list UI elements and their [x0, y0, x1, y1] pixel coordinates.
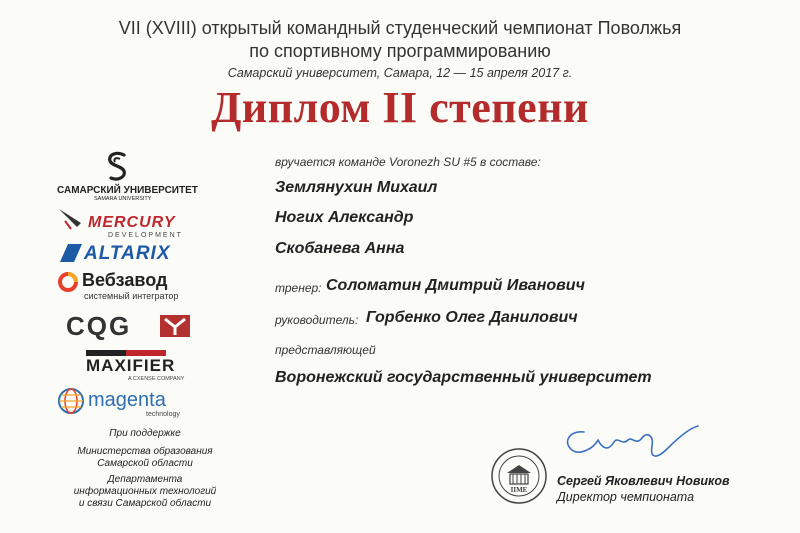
support-org1-line1: Министерства образования	[77, 446, 213, 457]
head-label: руководитель:	[275, 313, 359, 327]
support-org1-line2: Самарской области	[97, 458, 193, 469]
header-line-3: Самарский университет, Самара, 12 — 15 апреля 2017 г.	[227, 66, 573, 80]
maxifier-logo-text: MAXIFIER	[86, 356, 176, 375]
mercury-logo-text: MERCURY	[88, 214, 176, 231]
support-block	[60, 428, 230, 510]
signature-scribble-icon	[556, 418, 706, 468]
altarix-chevron-icon	[60, 244, 82, 262]
signer-name: Сергей Яковлевич Новиков	[557, 474, 730, 488]
support-org2-line2: информационных технологий	[73, 486, 217, 497]
coach-label: тренер:	[275, 281, 322, 295]
official-seal-icon	[490, 447, 548, 505]
header-line-2: по спортивному программированию	[249, 41, 551, 61]
head-name: Горбенко Олег Данилович	[366, 309, 578, 326]
webzavod-logo-sub: системный интегратор	[84, 291, 179, 301]
maxifier-logo-sub: A CXENSE COMPANY	[128, 376, 185, 382]
altarix-logo-text: ALTARIX	[84, 243, 171, 264]
header-line-1: VII (XVIII) открытый командный студенческий чемпионат Поволжья	[118, 18, 682, 38]
coach-name: Соломатин Дмитрий Иванович	[326, 277, 585, 294]
magenta-logo-text: magenta	[88, 389, 166, 411]
webzavod-logo-text: Вебзавод	[82, 270, 168, 290]
mercury-logo-sub: DEVELOPMENT	[108, 232, 183, 239]
support-org2-line1: Департамента	[107, 474, 183, 485]
team-intro: вручается команде Voronezh SU #5 в составе:	[275, 155, 541, 169]
magenta-logo-sub: technology	[146, 411, 180, 418]
mercury-rocket-icon	[57, 207, 87, 231]
webzavod-ring-icon	[57, 271, 79, 293]
support-heading: При поддержке	[109, 428, 181, 439]
samara-university-sub: SAMARA UNIVERSITY	[94, 196, 152, 202]
team-member-1: Землянухин Михаил	[275, 179, 438, 196]
team-member-2: Ногих Александр	[275, 209, 414, 226]
magenta-globe-icon	[56, 386, 86, 416]
cqg-mark-icon	[160, 315, 190, 337]
representing-label: представляющей	[275, 343, 376, 357]
diploma-title: Диплом II степени	[211, 83, 589, 132]
university-name: Воронежский государственный университет	[275, 369, 652, 386]
support-org2-line3: и связи Самарской области	[78, 498, 212, 509]
signer-position: Директор чемпионата	[557, 490, 695, 504]
seal-text: IIME	[510, 486, 528, 494]
samara-university-logo-icon	[104, 150, 132, 184]
team-member-3: Скобанева Анна	[275, 240, 405, 257]
cqg-logo-text: CQG	[66, 311, 132, 341]
samara-university-name: САМАРСКИЙ УНИВЕРСИТЕТ	[57, 185, 198, 196]
